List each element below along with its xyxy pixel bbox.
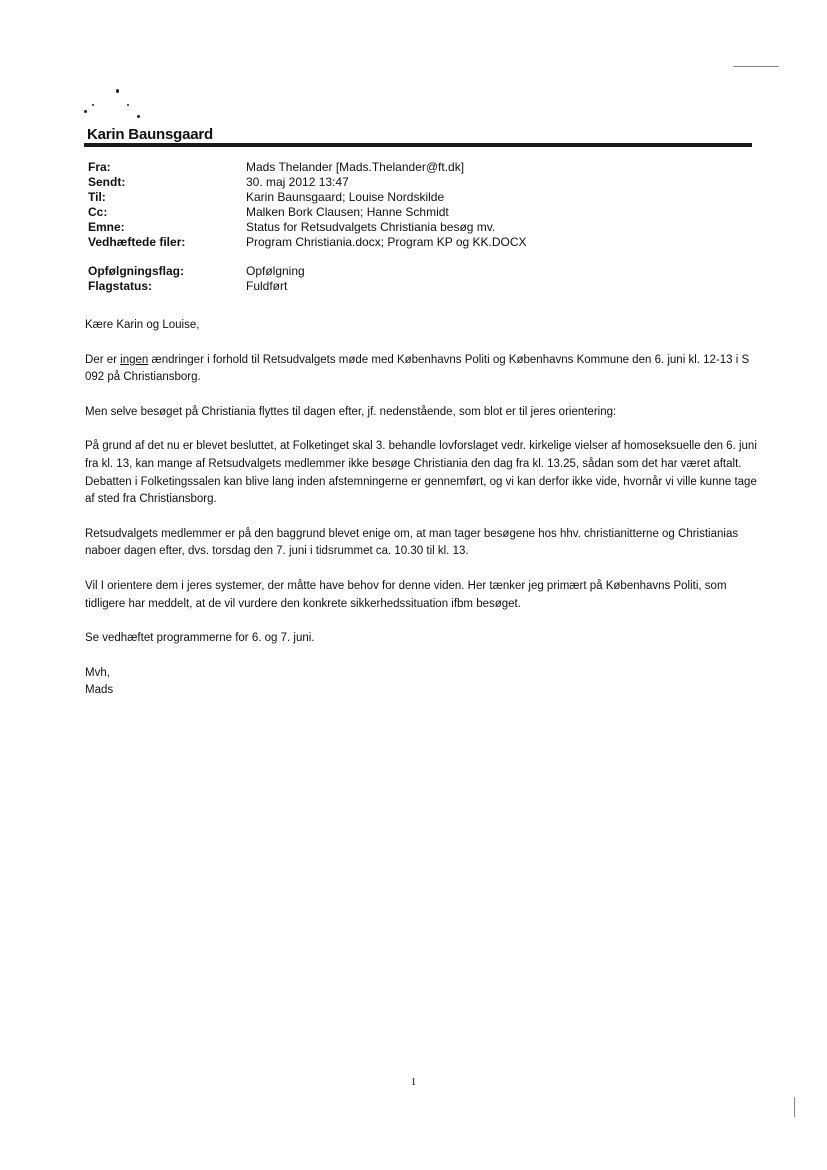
paragraph-orientation: Vil I orientere dem i jeres systemer, der måtte have behov for denne viden. Her tænker jeg primært på Københavns Politi, som tidligere har meddelt, at de vil vurdere den konkrete sikkerhedssituation ifbm besøget.: [85, 579, 727, 610]
header-rule: [84, 143, 752, 147]
field-label: Sendt:: [88, 175, 126, 189]
paragraph-new-date: Retsudvalgets medlemmer er på den baggrund blevet enige om, at man tager besøgene hos hhv. christianitterne og Christianias naboer dagen efter, dvs. torsdag den 7. juni i tidsrummet ca. 10.30 til kl. 13.: [85, 527, 739, 558]
field-followup-flag: [88, 264, 527, 279]
field-sent: [88, 175, 527, 190]
field-value: Fuldført: [246, 279, 288, 293]
page-number: 1: [410, 1076, 417, 1088]
closing: Mvh,: [85, 666, 110, 679]
field-subject: [88, 220, 527, 235]
field-label: Vedhæftede filer:: [88, 235, 186, 249]
paragraph-reason: På grund af det nu er blevet besluttet, at Folketinget skal 3. behandle lovforslaget vedr. kirkelige vielser af homoseksuelle den 6. juni fra kl. 13, kan mange af Retsudvalgets medlemmer ikke besøge Christiania den dag fra kl. 13.25, sådan som det har været aftalt. Debatten i Folketingssalen kan blive lang inden afstemningerne er gennemført, og vi kan derfor ikke vide, hvornår vi ville kunne tage af sted fra Christiansborg.: [85, 440, 757, 506]
scan-speck: [92, 104, 94, 106]
paragraph-text: ændringer i forhold til Retsudvalgets møde med Københavns Politi og Københavns Kommune den 6. juni kl. 12-13 i S 092 på Christiansborg.: [85, 353, 750, 384]
email-header-fields: [88, 160, 527, 294]
scan-speck: [116, 89, 119, 93]
field-label: Cc:: [88, 205, 108, 219]
field-attachments: [88, 235, 527, 250]
sender-name: Karin Baunsgaard: [87, 126, 213, 143]
greeting: Kære Karin og Louise,: [85, 319, 200, 331]
paragraph-text: Der er: [85, 353, 121, 366]
email-body: [85, 317, 765, 700]
field-label: Opfølgningsflag:: [88, 264, 184, 278]
paragraph-visit-moved: Men selve besøget på Christiania flyttes til dagen efter, jf. nedenstående, som blot er til jeres orientering:: [85, 405, 617, 418]
scan-mark: [794, 1097, 795, 1117]
field-to: [88, 190, 527, 205]
field-value: Program Christiania.docx; Program KP og KK.DOCX: [246, 235, 527, 249]
field-value: Malken Bork Clausen; Hanne Schmidt: [246, 205, 449, 219]
field-value: Karin Baunsgaard; Louise Nordskilde: [246, 190, 445, 204]
paragraph-no-changes: [85, 352, 765, 387]
field-label: Flagstatus:: [88, 279, 153, 293]
field-from: [88, 160, 527, 175]
field-value: Status for Retsudvalgets Christiania besøg mv.: [246, 220, 496, 234]
scan-speck: [127, 104, 129, 106]
underlined-word: ingen: [120, 353, 149, 366]
signature: Mads: [85, 684, 114, 697]
field-label: Emne:: [88, 220, 125, 234]
field-label: Fra:: [88, 160, 111, 174]
scan-speck: [84, 110, 87, 113]
field-label: Til:: [88, 190, 106, 204]
field-flag-status: [88, 279, 527, 294]
scan-speck: [137, 115, 140, 118]
field-value: Mads Thelander [Mads.Thelander@ft.dk]: [246, 160, 465, 174]
paragraph-attachments: Se vedhæftet programmerne for 6. og 7. juni.: [85, 632, 315, 645]
field-value: 30. maj 2012 13:47: [246, 175, 349, 189]
field-cc: [88, 205, 527, 220]
scan-mark: [733, 66, 779, 67]
field-spacer: [88, 250, 527, 264]
field-value: Opfølgning: [246, 264, 305, 278]
